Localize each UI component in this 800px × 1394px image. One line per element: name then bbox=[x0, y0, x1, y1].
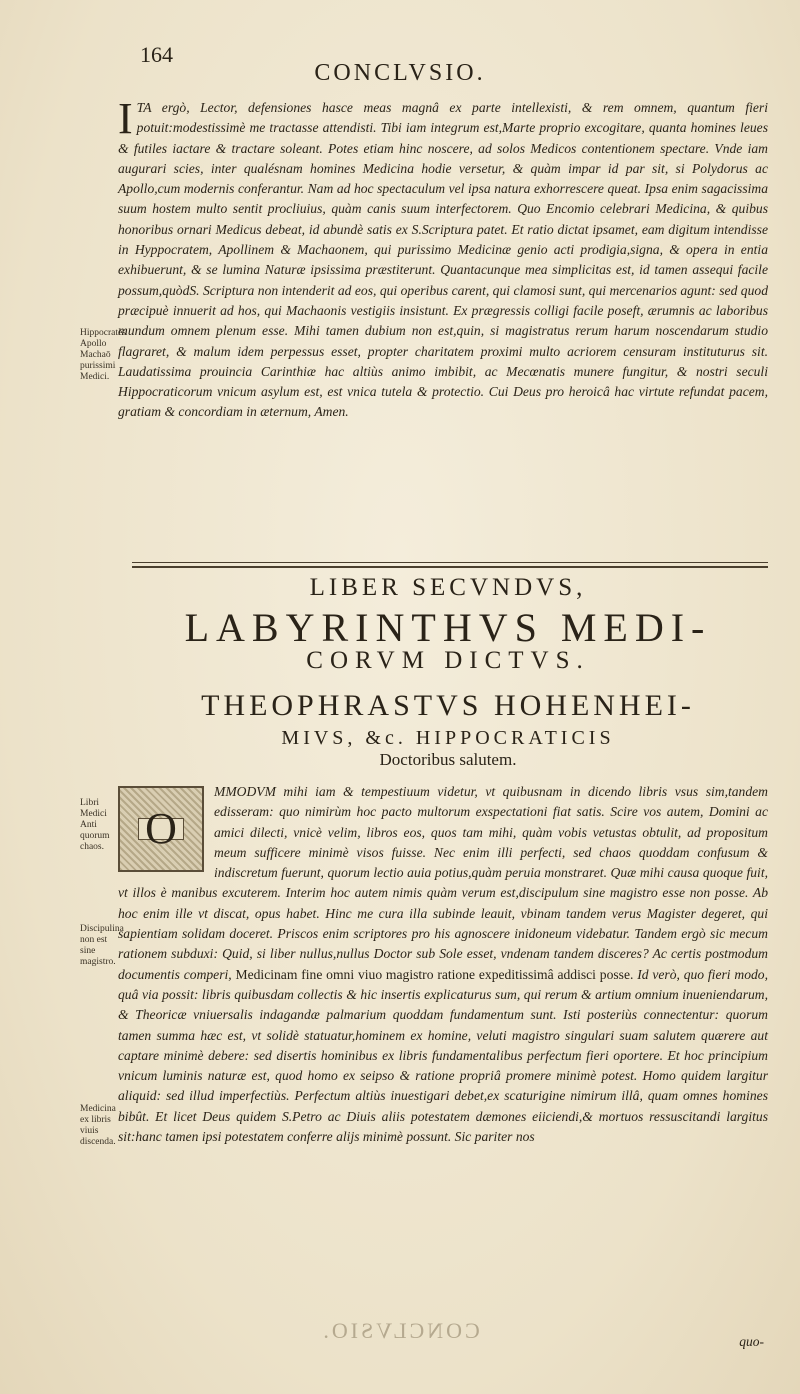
section-rule bbox=[132, 566, 768, 568]
author-line: THEOPHRASTVS HOHENHEI- bbox=[201, 689, 695, 722]
page-number: 164 bbox=[140, 42, 173, 67]
salutation-line: Doctoribus salutem. bbox=[379, 750, 517, 769]
conclusion-text bbox=[118, 94, 768, 423]
book-title-line: LIBER SECVNDVS, bbox=[309, 574, 587, 601]
marginal-note: Discipulina non est sine magistro. bbox=[80, 924, 124, 967]
bleed-through-text: CONCLVSIO. bbox=[320, 1318, 480, 1343]
liber-body-roman: Medicinam fine omni viuo magistro ratione expeditissimâ addisci posse. bbox=[231, 966, 634, 982]
conclusion-body: TA ergò, Lector, defensiones hasce meas magnâ ex parte intellexisti, & rem omnem, quantum fieri potuit:modestissimè me tractasse attendisti. Tibi iam integrum est,Marte proprio excogitare, quanta homines leues & futiles iactare & tractare soleant. Potes etiam hinc noscere, ad solos Medicos contentionem spectare. Vnde iam augurari scies, inter qualésnam homines Medicina hodie versetur, & quàm impar id par sit, si Polydorus ac Apollo,cum modernis conferantur. Nam ad hoc spectaculum vel ipsa natura exhorrescere queat. Ipsa enim sagacissima suum hostem multo sentit procliuius, quàm canis suum interfectorem. Quo Encomio celebrari Medicina, & quibus honoribus ornari Medicus debeat, id abundè satis ex S.Scriptura patet. Et ratio dictat ipsamet, eam digitum intendisse in Hyppocratem, Apollinem & Machaonem, qui purissimo Medicinæ genio acti prodigia,signa, & opera in entia exhibuerunt, & se lumina Naturæ ipsissima præstiterunt. Quantacunque mea simplicitas est, id tamen assequi facile possum,quòdS. Scriptura non intenderit ad eos, qui operibus carent, qui clamosi sunt, qui mercenarios agunt: sed quod præcipuè innuerit ad hos, qui Machaonis vestigiis insistunt. Ex prægressis colligi facile poseft, ærumnis ac laboribus mundum omnem plenum esse. Mihi tamen dubium non est,quin, si magistratus rerum harum noscendarum studio flagraret, & malum idem perpessus esset, propter charitatem proximi multo acriorem censuram instituturus sit. Laudatissima prouincia Carinthiæ hac altiùs animo imbibit, ac Mecœnatis munere fungitur, & nostri seculi Hippocraticorum vnicum asylum est, est vnica tutela & protectio. Cui Deus pro heroicâ hac virtute refundat pacem, gratiam & concordiam in æternum, Amen. bbox=[118, 100, 768, 420]
liber-text bbox=[118, 782, 768, 1147]
marginal-note: Medicina ex libris viuis discenda. bbox=[80, 1104, 116, 1147]
section-rule bbox=[132, 562, 768, 563]
book-title-line: CORVM DICTVS. bbox=[306, 647, 590, 674]
book-title-line: LABYRINTHVS MEDI- bbox=[184, 605, 712, 650]
marginal-note: Libri Medici Anti quorum chaos. bbox=[80, 798, 110, 852]
ornamental-initial-letter: O bbox=[138, 818, 184, 840]
liber-body: Id verò, quo fieri modo, quâ via possit: libris quibusdam collectis & hic insertis explicaturus sum, qui rerum & artium omnium inueniendarum, & Theoricæ vniuersalis indagandæ palmarium quoddam fundamentum sunt. Isti posteriùs connectentur: quorum tamen summa hæc est, vt solidè statuatur,hominem ex homine, veluti magistro singulari suam salutem quærere aut captare minimè debere: sed disertis hominibus ex libris fundamentalibus perfectum fieri oportere. Et hoc principium vnicum luminis naturæ est, quod homo ex seipso & ratione propriâ promere minimè potest. Homo quidem largitur aliquid: sed illud imperfectiùs. Perfectum altiùs inuestigari debet,ex scaturigine nimirum illâ, quam omnes homines bibût. Et licet Deus quidem S.Petro ac Diuis aliis potestatem dæmones eiiciendi,& mortuos ressuscitandi largitus sit:hanc tamen ipsi potestatem conferre alijs minimè possunt. Sic pariter nos bbox=[118, 966, 768, 1145]
marginal-note: Hippocrates Apollo Machaō purissimi Medici. bbox=[80, 328, 126, 382]
dropcap-letter: I bbox=[118, 94, 133, 143]
ornamental-initial-icon bbox=[118, 786, 204, 872]
liber-body: MMODVM mihi iam & tempestiuum videtur, vt quibusnam in dicendo libris vsus sim,tandem edisseram: quo nimirùm hoc pacto multorum exspectationi fiat satis. Scire vos autem, Domini ac amici dilecti, vnicè velim, libros eos, quos tam mihi, quàm vobis vetustas obtulit, ad propositum meum sufficere minimè visos fuisse. Nec enim illi perfecti, sed chaos quoddam confusum & indiscretum fuerunt, quorum lectio auia potius,quàm peruia monstraret. Quæ mihi causa quoque fuit, vt illos è manibus excuterem. Interim hoc autem nimis quàm verum est,discipulum sine magistro esse non posse. Ab hoc enim ille vt discat, opus habet. Hinc me cura illa subinde leauit, vbinam tandem verus Magister degeret, qui sapientiam solidam doceret. Priscos enim scriptores pro his agnoscere inidoneum videbatur. Tandem ergò sic mecum rationem subduxi: Quid, si liber nullus,nullus Doctor sub Sole esset, vndenam tandem disceres? Ac certis postmodum documentis comperi, bbox=[118, 784, 768, 982]
catchword: quo- bbox=[739, 1334, 764, 1349]
author-line: MIVS, &c. HIPPOCRATICIS bbox=[281, 727, 615, 749]
running-head: CONCLVSIO. bbox=[314, 60, 486, 86]
